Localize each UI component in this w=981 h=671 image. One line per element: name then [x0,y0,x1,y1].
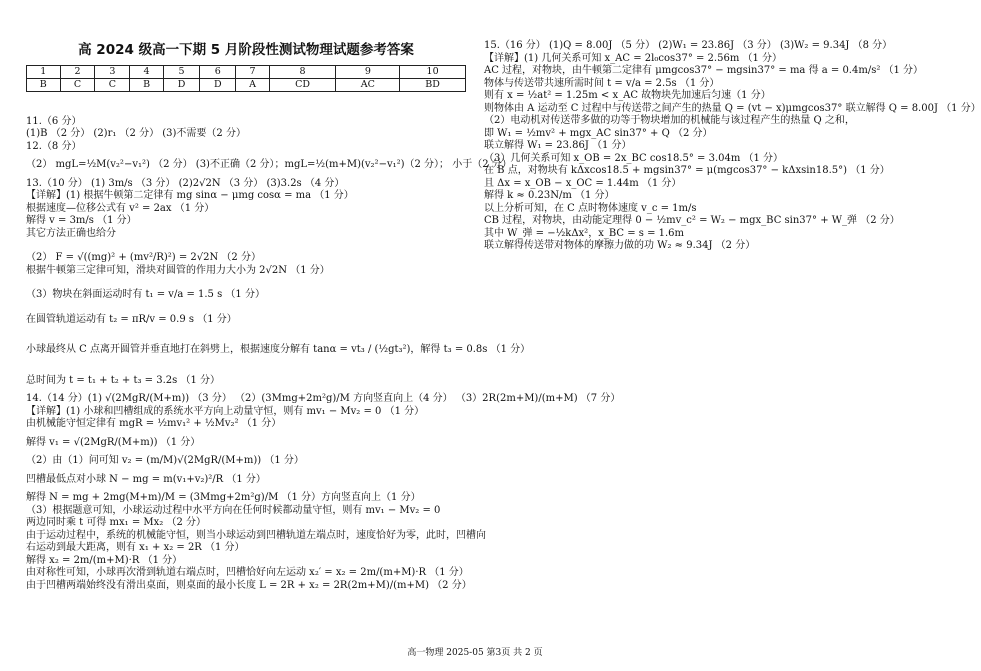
q15-detail-line: 联立解得 W₁ = 23.86J （1 分） [484,140,632,151]
question-number: 3 [95,65,130,78]
answer-table-numbers-row [27,65,466,78]
q13-detail-line: （2） F = √((mg)² + (mv²/R)²) = 2√2N （2 分） [26,252,261,264]
q15-heading: 15.（16 分） (1)Q = 8.00J （5 分） (2)W₁ = 23.86J （3 分） (3)W₂ = 9.34J （8 分） [484,40,893,51]
q14-detail-line: 由于运动过程中，系统的机械能守恒，则当小球运动到凹槽轨道左端点时，速度恰好为零，此时，凹槽向 [26,529,486,541]
q13-detail-line: 在圆管轨道运动有 t₂ = πR/v = 0.9 s （1 分） [26,313,237,325]
q14-detail-line: （3）根据题意可知，小球运动过程中水平方向在任何时候都动量守恒，则有 mv₁ − Mv₂ = 0 [26,504,441,516]
q15-detail-line: 以上分析可知，在 C 点时物体速度 v_c = 1m/s [484,202,697,214]
answer-cell: C [95,78,130,91]
q15-detail-line: 物体与传送带共速所需时间 t = v/a = 2.5s （1 分） [484,77,720,89]
q15-detail-line: 即 W₁ = ½mv² + mgx_AC sin37° + Q （2 分） [484,127,713,139]
q11-answer: (1)B （2 分） (2)r₁ （2 分） (3)不需要（2 分） [26,128,246,140]
q14-detail-line: 解得 x₂ = 2m/(m+M)·R （1 分） [26,554,183,566]
q15-detail-line: AC 过程，对物块，由牛顿第二定律有 μmgcos37° − mgsin37° = ma 得 a = 0.4m/s² （1 分） [484,65,924,76]
q15-detail-line: （2）电动机对传送带多做的功等于物块增加的机械能与该过程产生的热量 Q 之和， [484,115,855,126]
answer-cell: B [130,78,164,91]
q13-detail-line: 解得 v = 3m/s （1 分） [26,215,137,227]
q14-detail-line: 凹槽最低点对小球 N − mg = m(v₁+v₂)²/R （1 分） [26,473,266,485]
q13-detail-line: 根据牛顿第三定律可知，滑块对圆管的作用力大小为 2√2N （1 分） [26,264,330,276]
page-title: 高 2024 级高一下期 5 月阶段性测试物理试题参考答案 [78,42,414,58]
answer-cell: D [163,78,199,91]
question-number: 7 [236,65,269,78]
q14-detail-line: （2）由（1）问可知 v₂ = (m/M)√(2MgR/(M+m)) （1 分） [26,455,304,467]
q13-detail-line: 小球最终从 C 点离开圆管并垂直地打在斜劈上，根据速度分解有 tanα = vt₃ / (½gt₃²)，解得 t₃ = 0.8s （1 分） [26,344,531,356]
q13-detail-line: （3）物块在斜面运动时有 t₁ = v/a = 1.5 s （1 分） [26,289,265,301]
q15-detail-line: 在 B 点，对物块有 kΔxcos18.5 + mgsin37° = μ(mgcos37° − kΔxsin18.5°) （1 分） [484,165,890,176]
question-number: 5 [163,65,199,78]
q14-detail-line: 由对称性可知，小球再次滑到轨道右端点时，凹槽恰好向左运动 x₂′ = x₂ = 2m/(m+M)·R （1 分） [26,567,469,579]
q15-detail-line: CB 过程，对物块，由动能定理得 0 − ½mv_c² = W₂ − mgx_BC sin37° + W_弹 （2 分） [484,215,900,226]
q14-detail-line: 两边同时乘 t 可得 mx₁ = Mx₂ （2 分） [26,517,207,529]
q14-detail-line: 解得 N = mg + 2mg(M+m)/M = (3Mmg+2m²g)/M （1 分）方向竖直向上（1 分） [26,492,421,504]
q13-detail-line: 【详解】(1) 根据牛顿第二定律有 mg sinα − μmg cosα = ma （1 分） [26,190,354,202]
answer-table [26,65,466,92]
question-number: 2 [60,65,95,78]
q15-detail-line: 【详解】(1) 几何关系可知 x_AC = 2l₀cos37° = 2.56m （1 分） [484,52,783,64]
q15-detail-line: 联立解得传送带对物体的摩擦力做的功 W₂ ≈ 9.34J （2 分） [484,240,756,251]
q15-detail-line: 其中 W_弹 = −½kΔx²，x_BC = s = 1.6m [484,227,685,239]
q13-detail-line: 其它方法正确也给分 [26,227,116,239]
answer-cell: C [60,78,95,91]
q15-detail-line: 则有 x = ½at² = 1.25m < x_AC 故物块先加速后匀速（1 分） [484,90,771,101]
q14-detail-line: 右运动到最大距离，则有 x₁ + x₂ = 2R （1 分） [26,542,245,554]
answer-cell: CD [269,78,336,91]
answer-cell: A [236,78,269,91]
q14-detail-line: 由于凹槽两端始终没有滑出桌面，则桌面的最小长度 L = 2R + x₂ = 2R(2m+M)/(m+M) （2 分） [26,579,472,591]
question-number: 6 [200,65,236,78]
answer-cell: BD [400,78,466,91]
question-number: 1 [27,65,61,78]
q15-detail-line: 且 Δx = x_OB − x_OC = 1.44m （1 分） [484,177,682,189]
answer-cell: B [27,78,61,91]
question-number: 4 [130,65,164,78]
q12-answer: （2） mgL=½M(v₂²−v₁²) （2 分） (3)不正确（2 分）；mgL=½(m+M)(v₂²−v₁²)（2 分）； 小于（2 分） [26,159,512,171]
q12-heading: 12.（8 分） [26,140,82,152]
q14-detail-line: 由机械能守恒定律有 mgR = ½mv₁² + ½Mv₂² （1 分） [26,418,282,430]
q14-detail-line: 【详解】(1) 小球和凹槽组成的系统水平方向上动量守恒，则有 mv₁ − Mv₂ = 0 （1 分） [26,405,425,417]
q13-heading: 13.（10 分） (1) 3m/s （3 分） (2)2√2N （3 分） (3)3.2s （4 分） [26,177,345,189]
q15-detail-line: 解得 k ≈ 0.23N/m （1 分） [484,190,615,201]
question-number: 10 [400,65,466,78]
q15-detail-line: （3）几何关系可知 x_OB = 2x_BC cos18.5° = 3.04m （1 分） [484,152,784,164]
q15-detail-line: 则物体由 A 运动至 C 过程中与传送带之间产生的热量 Q = (vt − x)μmgcos37° 联立解得 Q = 8.00J （1 分） [484,102,981,114]
question-number: 9 [336,65,400,78]
question-number: 8 [269,65,336,78]
q13-detail-line: 根据速度—位移公式有 v² = 2ax （1 分） [26,202,215,214]
q14-detail-line: 解得 v₁ = √(2MgR/(M+m)) （1 分） [26,436,201,448]
q13-detail-line: 总时间为 t = t₁ + t₂ + t₃ = 3.2s （1 分） [26,374,220,386]
answer-cell: D [200,78,236,91]
right-column [484,40,981,253]
q14-heading: 14.（14 分）(1) √(2MgR/(M+m)) （3 分） （2）(3Mmg+2m²g)/M 方向竖直向上（4 分） （3）2R(2m+M)/(m+M) （7 分） [26,393,621,405]
answer-cell: AC [336,78,400,91]
answer-table-answers-row [27,78,466,91]
page-footer: 高一物理 2025-05 第3页 共 2 页 [407,648,543,658]
q11-heading: 11.（6 分） [26,115,82,127]
